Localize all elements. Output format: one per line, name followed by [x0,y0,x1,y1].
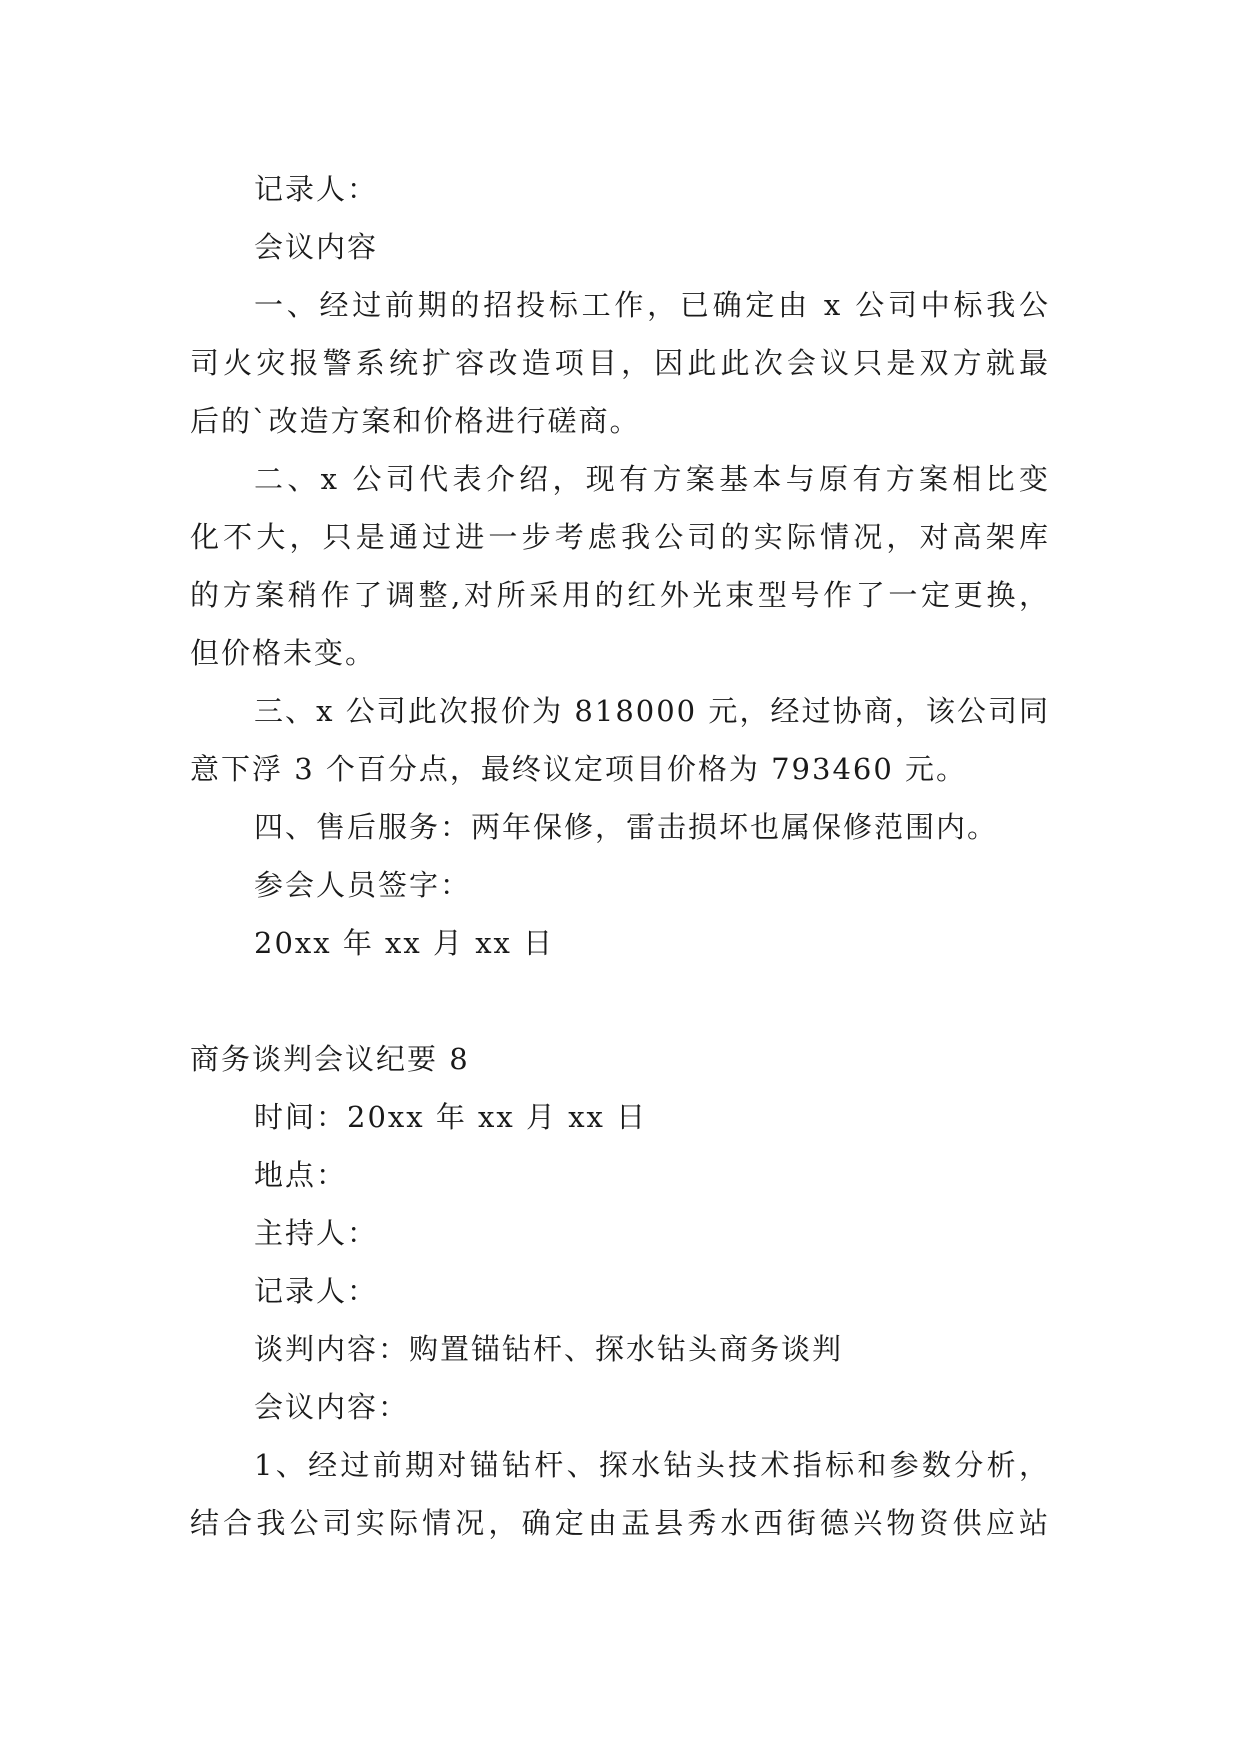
paragraph-line: 司火灾报警系统扩容改造项目，因此此次会议只是双方就最 [190,346,1050,380]
paragraph-line: 但价格未变。 [190,636,377,670]
document-body [190,160,1050,1552]
paragraph-line: 三、x 公司此次报价为 818000 元，经过协商，该公司同 [254,694,1050,728]
paragraph-line: 二、x 公司代表介绍，现有方案基本与原有方案相比变 [254,462,1050,496]
paragraph-line: 后的`改造方案和价格进行磋商。 [190,404,641,438]
paragraph-item-1 [190,276,1050,450]
paragraph-line: 结合我公司实际情况，确定由盂县秀水西街德兴物资供应站 [190,1506,1050,1540]
paragraph-item-4: 四、售后服务：两年保修，雷击损坏也属保修范围内。 [254,810,999,844]
place-field: 地点： [254,1158,348,1192]
topic-field: 谈判内容：购置锚钻杆、探水钻头商务谈判 [254,1332,844,1366]
content-label: 会议内容： [254,1390,410,1424]
section-title: 商务谈判会议纪要 8 [190,1042,470,1076]
host-field: 主持人： [254,1216,379,1250]
section-spacer [190,972,1050,1030]
recorder-field: 记录人： [254,1274,379,1308]
recorder-label: 记录人： [254,172,379,206]
signature-label: 参会人员签字： [254,868,472,902]
paragraph-line: 意下浮 3 个百分点，最终议定项目价格为 793460 元。 [190,752,968,786]
paragraph-item-2 [190,450,1050,682]
paragraph-item-3 [190,682,1050,798]
meeting-content-label: 会议内容 [254,230,379,264]
paragraph-line: 一、经过前期的招投标工作，已确定由 x 公司中标我公 [254,288,1050,322]
paragraph-line: 1、经过前期对锚钻杆、探水钻头技术指标和参数分析， [254,1448,1050,1482]
section2-paragraph-item-1 [190,1436,1050,1552]
time-field: 时间：20xx 年 xx 月 xx 日 [254,1100,648,1134]
paragraph-line: 化不大，只是通过进一步考虑我公司的实际情况，对高架库 [190,520,1050,554]
paragraph-line: 的方案稍作了调整,对所采用的红外光束型号作了一定更换， [190,578,1050,612]
date-line: 20xx 年 xx 月 xx 日 [254,926,555,960]
